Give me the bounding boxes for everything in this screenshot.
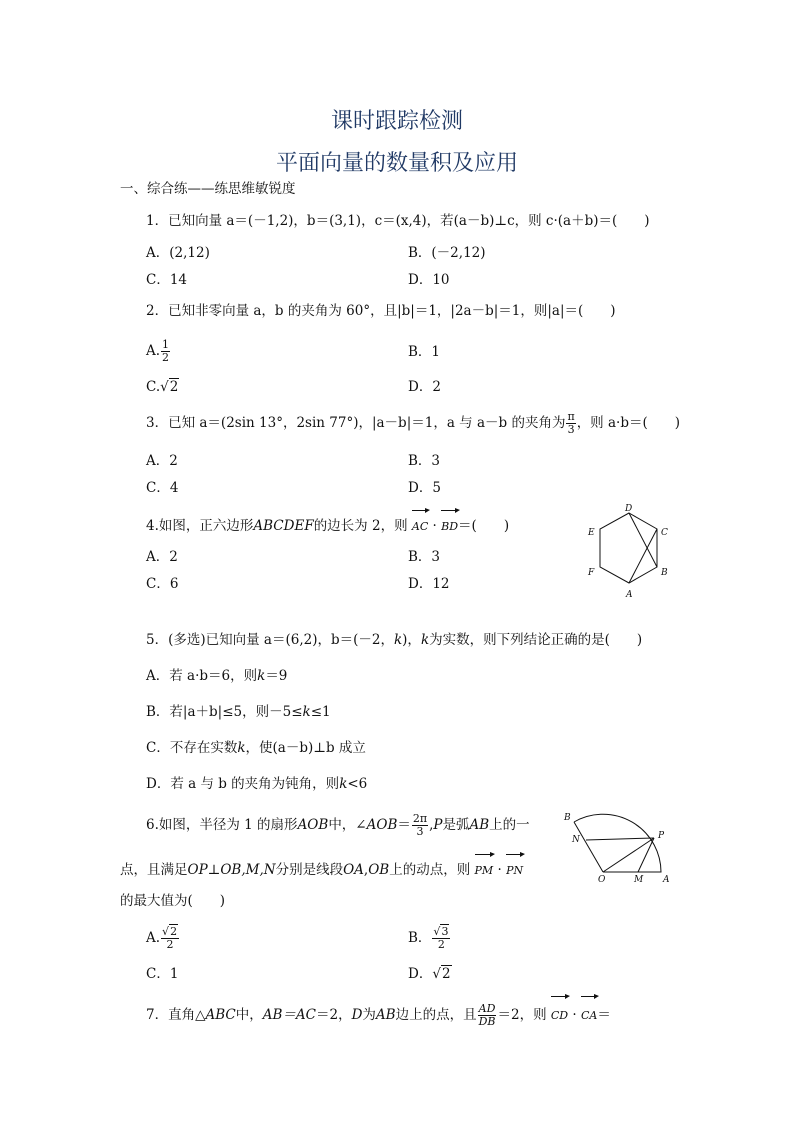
question-7-stem xyxy=(146,994,611,1033)
stem-text: 上的一 xyxy=(489,817,530,833)
question-5-option-a xyxy=(146,667,287,685)
vector-pn: PN xyxy=(506,852,523,885)
vector-ac: AC xyxy=(412,508,428,541)
option-text: ≤1 xyxy=(310,704,331,720)
question-5-stem xyxy=(146,631,642,649)
segment-ab: AB xyxy=(375,1007,396,1023)
var-k: k xyxy=(302,704,311,720)
stem-text: , xyxy=(363,862,369,878)
option-text: B．若|a＋b|≤5，则－5≤ xyxy=(146,704,303,720)
sqrt-radicand: 2 xyxy=(169,379,179,395)
section-heading: 一、综合练——练思维敏锐度 xyxy=(120,181,296,197)
vector-bd: BD xyxy=(441,508,458,541)
page-title: 课时跟踪检测 xyxy=(330,109,463,134)
fraction xyxy=(161,926,179,951)
option-text: A．若 a·b＝6，则 xyxy=(146,668,258,684)
question-4-option-d: D．12 xyxy=(408,576,450,592)
vector-pm: PM xyxy=(475,852,494,885)
segment-ob: OB xyxy=(368,862,390,878)
question-2-option-a xyxy=(146,332,171,370)
point-label-o: O xyxy=(598,875,606,884)
stem-text: ＝2，则 xyxy=(497,1007,547,1023)
vertex-label-f: F xyxy=(588,568,595,578)
question-2-option-d: D．2 xyxy=(408,379,441,395)
var-k: k xyxy=(420,632,430,648)
question-4-option-b: B．3 xyxy=(408,549,441,565)
fraction-numerator: AD xyxy=(478,1002,496,1015)
question-4-option-a: A．2 xyxy=(146,549,178,565)
stem-text: 上的动点，则 xyxy=(389,862,471,878)
question-6-stem-line-2 xyxy=(120,852,523,885)
perp-symbol: ⊥ xyxy=(207,862,221,878)
question-4-stem xyxy=(146,508,509,541)
fraction xyxy=(478,1003,497,1028)
hexagon-figure xyxy=(582,503,678,603)
arc-name: AB xyxy=(469,817,490,833)
radius-ob xyxy=(574,822,603,872)
stem-text: ＝( ) xyxy=(458,518,510,534)
option-label: B． xyxy=(408,930,432,946)
vertex-label-a: A xyxy=(626,590,633,600)
option-text: D．若 a 与 b 的夹角为钝角，则 xyxy=(146,776,340,792)
vector-ca: CA xyxy=(581,994,597,1033)
question-5-option-b xyxy=(146,703,331,721)
stem-text: ＝ xyxy=(397,817,411,833)
option-label: A. xyxy=(146,343,161,359)
sqrt-radicand: 2 xyxy=(170,925,178,938)
fraction xyxy=(412,813,428,838)
question-2-option-c xyxy=(146,378,179,396)
sector-figure xyxy=(558,800,678,884)
point-label-n: N xyxy=(572,835,580,845)
fraction-numerator: π xyxy=(567,410,575,423)
point-label-p: P xyxy=(658,831,665,841)
question-6-option-c: C．1 xyxy=(146,966,179,982)
segment-op: OP xyxy=(187,862,208,878)
question-3-option-b: B．3 xyxy=(408,453,441,469)
option-label: A. xyxy=(146,930,161,946)
sector-arc-and-radius xyxy=(574,814,661,872)
question-2-option-b: B．1 xyxy=(408,344,441,360)
fraction-numerator: √2 xyxy=(162,925,178,938)
dot-operator: · xyxy=(572,1007,577,1023)
question-1-stem: 1．已知向量 a＝(－1,2)，b＝(3,1)，c＝(x,4)，若(a－b)⊥c，则 c·(a＋b)＝( ) xyxy=(146,213,650,229)
stem-text: 4.如图，正六边形 xyxy=(146,518,254,534)
angle-name: AOB xyxy=(366,817,398,833)
question-3-option-a: A．2 xyxy=(146,453,178,469)
question-3-option-c: C．4 xyxy=(146,480,179,496)
stem-text: , xyxy=(429,817,434,833)
fraction-denominator: 2 xyxy=(162,351,170,364)
question-2-stem: 2．已知非零向量 a，b 的夹角为 60°，且|b|＝1，|2a－b|＝1，则|a|＝( ) xyxy=(146,303,616,319)
question-3-stem xyxy=(146,406,680,440)
stem-text: 中，∠ xyxy=(328,817,367,833)
stem-text: ＝2， xyxy=(315,1007,352,1023)
point-p: P xyxy=(433,817,443,833)
stem-text: ，则 a·b＝( ) xyxy=(576,415,680,431)
triangle-name: ABC xyxy=(205,1007,236,1023)
fraction-denominator: 2 xyxy=(437,938,445,951)
fraction-denominator: DB xyxy=(478,1015,496,1028)
dot-operator: · xyxy=(432,518,437,534)
stem-text: 边上的点，且 xyxy=(395,1007,477,1023)
fraction-numerator: 2π xyxy=(412,812,428,825)
question-6-stem-line-3: 的最大值为( ) xyxy=(120,893,226,909)
stem-text: 3．已知 a＝(2sin 13°，2sin 77°)，|a－b|＝1，a 与 a－b 的夹角为 xyxy=(146,415,566,431)
vertex-label-d: D xyxy=(625,504,633,514)
option-label: C. xyxy=(146,379,161,395)
var-k: k xyxy=(257,668,266,684)
fraction-denominator: 3 xyxy=(416,825,424,838)
stem-text: 是弧 xyxy=(442,817,470,833)
equality-expression: AB＝AC xyxy=(262,1007,316,1023)
point-label-b: B xyxy=(564,813,571,823)
option-label: D． xyxy=(408,966,433,982)
question-1-option-d: D．10 xyxy=(408,272,450,288)
fraction-denominator: 2 xyxy=(166,938,174,951)
var-k: k xyxy=(339,776,348,792)
dot-operator: · xyxy=(497,862,502,878)
var-k: k xyxy=(237,740,246,756)
sqrt-radicand: 3 xyxy=(441,925,449,938)
stem-text: 为实数，则下列结论正确的是( ) xyxy=(429,632,643,648)
vertex-label-e: E xyxy=(588,528,595,538)
vertex-label-c: C xyxy=(661,528,668,538)
segment-ob: OB xyxy=(220,862,242,878)
question-4-option-c: C．6 xyxy=(146,576,179,592)
points-mn: ,M,N xyxy=(241,862,276,878)
stem-text: 分别是线段 xyxy=(275,862,344,878)
question-6-option-b xyxy=(408,918,451,958)
var-k: k xyxy=(393,632,403,648)
fraction-denominator: 3 xyxy=(567,423,575,436)
option-text: C．不存在实数 xyxy=(146,740,238,756)
page-subtitle: 平面向量的数量积及应用 xyxy=(275,151,518,176)
segment-oa: OA xyxy=(343,862,364,878)
question-1-option-c: C．14 xyxy=(146,272,188,288)
point-d: D xyxy=(351,1007,363,1023)
fraction xyxy=(566,411,575,436)
polygon-name: ABCDEF xyxy=(253,518,314,534)
sqrt-expression: √2 xyxy=(432,966,451,982)
vector-cd: CD xyxy=(551,994,568,1033)
hexagon-outline xyxy=(600,513,657,583)
fraction xyxy=(161,339,170,364)
option-text: ＝9 xyxy=(265,668,288,684)
stem-text: 中， xyxy=(235,1007,263,1023)
point-label-a: A xyxy=(663,875,670,884)
stem-text: 点，且满足 xyxy=(120,862,188,878)
segment-pn xyxy=(586,838,654,840)
point-label-m: M xyxy=(634,875,644,884)
question-6-option-a xyxy=(146,918,180,958)
fraction xyxy=(432,926,450,951)
stem-text: ＝ xyxy=(597,1007,611,1023)
fraction-numerator: 1 xyxy=(162,338,170,351)
stem-text: 的边长为 2，则 xyxy=(313,518,408,534)
option-text: <6 xyxy=(347,776,368,792)
question-6-stem-line-1 xyxy=(146,808,530,842)
fraction-numerator: √3 xyxy=(433,925,449,938)
stem-text: 6.如图，半径为 1 的扇形 xyxy=(146,817,298,833)
question-6-option-d xyxy=(408,965,452,983)
sector-name: AOB xyxy=(297,817,329,833)
sqrt-radicand: 2 xyxy=(441,966,451,982)
question-1-option-b: B．(－2,12) xyxy=(408,245,486,261)
stem-text: 为 xyxy=(362,1007,376,1023)
question-5-option-d xyxy=(146,775,367,793)
stem-text: 5．(多选)已知向量 a＝(6,2)，b＝(－2， xyxy=(146,632,394,648)
question-5-option-c xyxy=(146,739,366,757)
stem-text: 7．直角△ xyxy=(146,1007,206,1023)
question-1-option-a: A．(2,12) xyxy=(146,245,210,261)
sqrt-expression: √2 xyxy=(160,379,179,395)
stem-text: )， xyxy=(402,632,421,648)
question-3-option-d: D．5 xyxy=(408,480,441,496)
option-text: ，使(a－b)⊥b 成立 xyxy=(245,740,366,756)
vertex-label-b: B xyxy=(661,568,668,578)
